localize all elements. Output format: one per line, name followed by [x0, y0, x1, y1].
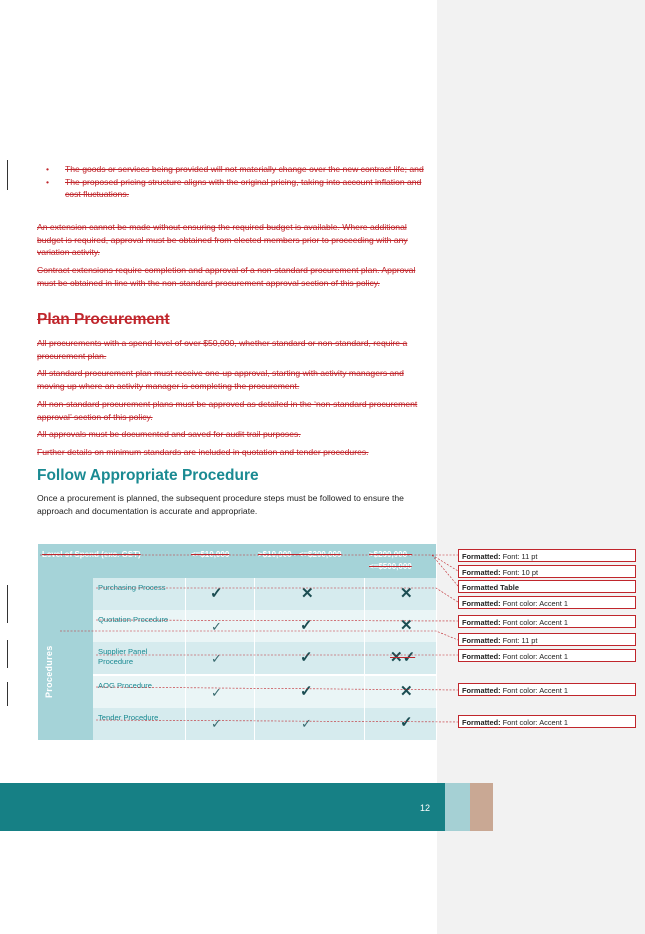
check-icon: ✓ [300, 649, 313, 666]
comment-text: Font color: Accent 1 [500, 618, 568, 627]
check-icon: ✓ [300, 683, 313, 700]
comment-text: Font color: Accent 1 [500, 652, 568, 661]
footer-accent-light [445, 783, 470, 831]
check-icon: ✓ [300, 617, 313, 634]
comment-label: Formatted: [462, 568, 501, 577]
row-label: Supplier Panel Procedure [98, 647, 148, 666]
section-heading: Follow Appropriate Procedure [37, 467, 259, 484]
cross-check-icon: ✕✓ [390, 649, 416, 666]
paragraph: All approvals must be documented and saved for audit trail purposes. [37, 429, 301, 439]
format-comment[interactable] [458, 715, 636, 728]
format-comment[interactable] [458, 580, 636, 593]
format-comment[interactable] [458, 549, 636, 562]
format-comment[interactable] [458, 633, 636, 646]
check-icon: ✓ [211, 619, 222, 634]
check-icon: ✓ [400, 714, 413, 731]
header-cell: >$200,000 - <=$500,000 [369, 550, 412, 571]
page-footer [0, 783, 445, 831]
list-item: • The proposed pricing structure aligns with the original pricing, taking into account inflation and cost fluctuations. [37, 176, 432, 201]
check-icon: ✓ [210, 585, 223, 602]
list-item: • The goods or services being provided will not materially change over the new contract life; and [37, 163, 432, 176]
header-cell: <=$10,000 [191, 550, 230, 559]
paragraph: Contract extensions require completion and approval of a non-standard procurement plan. Approval must be obtained in line with the non-standard procurement approval section of this policy. [37, 265, 416, 288]
check-icon: ✓ [211, 685, 222, 700]
comment-text: Font color: Accent 1 [500, 686, 568, 695]
page-number: 12 [420, 803, 431, 813]
paragraph: Further details on minimum standards are included in quotation and tender procedures. [37, 447, 369, 457]
check-icon: ✓ [211, 651, 222, 666]
cross-icon: ✕ [400, 683, 413, 700]
footer-accent-tan [470, 783, 493, 831]
comment-text: Font: 10 pt [500, 568, 538, 577]
cross-icon: ✕ [301, 585, 314, 602]
paragraph: All standard procurement plan must receive one-up approval, starting with activity managers and moving up where an activity manager is completing the procurement. [37, 368, 404, 391]
comment-label: Formatted: [462, 652, 501, 661]
header-cell: Level of Spend (exc. GST) [42, 550, 141, 559]
paragraph: An extension cannot be made without ensuring the required budget is available. Where additional budget is required, approval must be obtained from elected members prior to proceeding with any variation activity. [37, 222, 408, 258]
row-label: AOG Procedure [98, 681, 153, 690]
comment-label: Formatted: [462, 686, 501, 695]
check-icon: ✓ [301, 716, 312, 731]
comment-text: Font: 11 pt [500, 552, 538, 561]
cross-icon: ✕ [400, 585, 413, 602]
comment-text: Font color: Accent 1 [500, 599, 568, 608]
format-comment[interactable] [458, 649, 636, 662]
deleted-heading: Plan Procurement [37, 311, 170, 328]
format-comment[interactable] [458, 596, 636, 609]
row-label: Quotation Procedure [98, 615, 169, 624]
header-cell: >$10,000 - <=$200,000 [258, 550, 342, 559]
cross-icon: ✕ [400, 617, 413, 634]
format-comment[interactable] [458, 565, 636, 578]
comment-text: Font: 11 pt [500, 636, 538, 645]
paragraph: All non-standard procurement plans must be approved as detailed in the ‘non-standard procurement approval’ section of this policy. [37, 399, 418, 422]
intro-paragraph: Once a procurement is planned, the subsequent procedure steps must be followed to ensure the approach and documentation is accurate and appropriate. [37, 493, 404, 516]
comment-label: Formatted: [462, 618, 501, 627]
row-label: Tender Procedure [98, 713, 159, 722]
comment-text: Font color: Accent 1 [500, 718, 568, 727]
check-icon: ✓ [211, 716, 222, 731]
comment-label: Formatted: [462, 552, 501, 561]
paragraph: All procurements with a spend level of over $50,000, whether standard or non-standard, require a procurement plan. [37, 338, 408, 361]
format-comment[interactable] [458, 683, 636, 696]
format-comment[interactable] [458, 615, 636, 628]
comment-label: Formatted: [462, 718, 501, 727]
comment-label: Formatted Table [462, 583, 519, 592]
comment-label: Formatted: [462, 636, 501, 645]
procedures-label: Procedures [44, 645, 54, 698]
comment-label: Formatted: [462, 599, 501, 608]
row-label: Purchasing Process [98, 583, 166, 592]
